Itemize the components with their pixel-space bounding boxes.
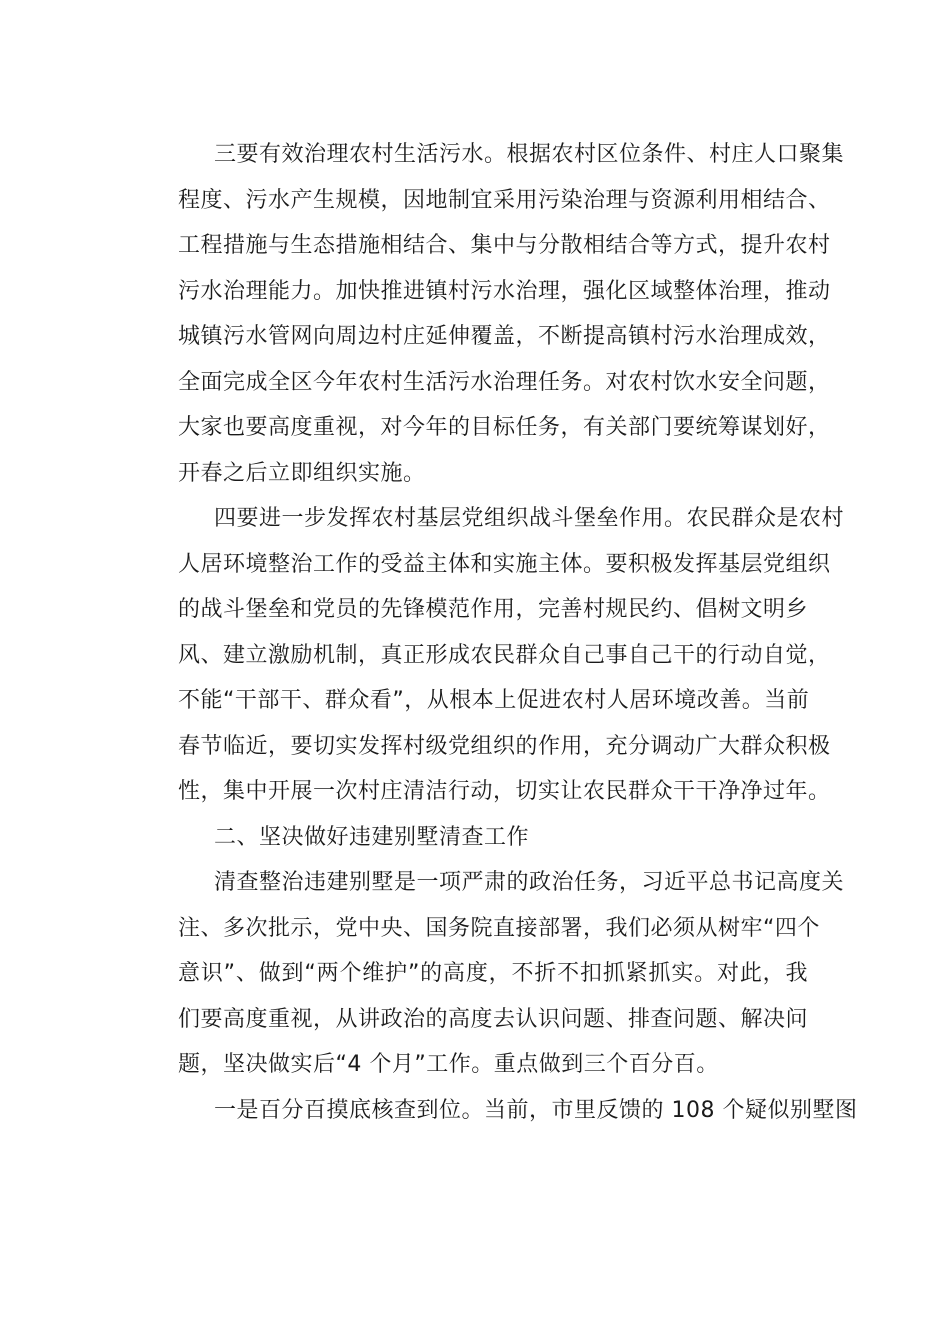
text-line: 人居环境整治工作的受益主体和实施主体。要积极发挥基层党组织	[178, 551, 831, 577]
paragraph-verification	[142, 1088, 858, 1134]
section-heading-text: 二、坚决做好违建别墅清查工作	[214, 824, 530, 850]
text-line: 们要高度重视，从讲政治的高度去认识问题、排查问题、解决问	[178, 1006, 809, 1032]
text-line: 四要进一步发挥农村基层党组织战斗堡垒作用。农民群众是农村	[214, 506, 845, 531]
text-line: 全面完成全区今年农村生活污水治理任务。对农村饮水安全问题，	[178, 369, 831, 395]
text-line: 三要有效治理农村生活污水。根据农村区位条件、村庄人口聚集	[214, 142, 845, 167]
section-heading	[142, 815, 808, 861]
text-line: 城镇污水管网向周边村庄延伸覆盖，不断提高镇村污水治理成效，	[178, 324, 831, 349]
document-body	[142, 132, 858, 1133]
text-line: 的战斗堡垒和党员的先锋模范作用，完善村规民约、倡树文明乡	[178, 597, 809, 622]
text-line: 风、建立激励机制，真正形成农民群众自己事自己干的行动自觉，	[178, 642, 831, 668]
text-line: 工程措施与生态措施相结合、集中与分散相结合等方式，提升农村	[178, 233, 831, 258]
text-line: 性，集中开展一次村庄清洁行动，切实让农民群众干干净净过年。	[178, 779, 831, 804]
text-line: 污水治理能力。加快推进镇村污水治理，强化区域整体治理，推动	[178, 278, 831, 304]
text-line: 开春之后立即组织实施。	[178, 460, 426, 486]
text-line: 大家也要高度重视，对今年的目标任务，有关部门要统筹谋划好，	[178, 415, 831, 440]
text-line: 春节临近，要切实发挥村级党组织的作用，充分调动广大群众积极	[178, 733, 831, 759]
paragraph-party-organization	[142, 496, 845, 815]
text-line: 一是百分百摸底核查到位。当前，市里反馈的 108 个疑似别墅图	[214, 1097, 858, 1123]
text-line: 清查整治违建别墅是一项严肃的政治任务，习近平总书记高度关	[214, 870, 845, 895]
paragraph-illegal-villas	[142, 860, 845, 1088]
text-line: 程度、污水产生规模，因地制宜采用污染治理与资源利用相结合、	[178, 187, 831, 213]
text-line: 意识”、做到“两个维护”的高度，不折不扣抓紧抓实。对此，我	[178, 961, 808, 986]
paragraph-rural-sewage	[142, 132, 845, 496]
text-line: 题，坚决做实后“4 个月”工作。重点做到三个百分百。	[178, 1052, 719, 1077]
text-line: 注、多次批示，党中央、国务院直接部署，我们必须从树牢“四个	[178, 915, 820, 941]
text-line: 不能“干部干、群众看”，从根本上促进农村人居环境改善。当前	[178, 688, 810, 713]
